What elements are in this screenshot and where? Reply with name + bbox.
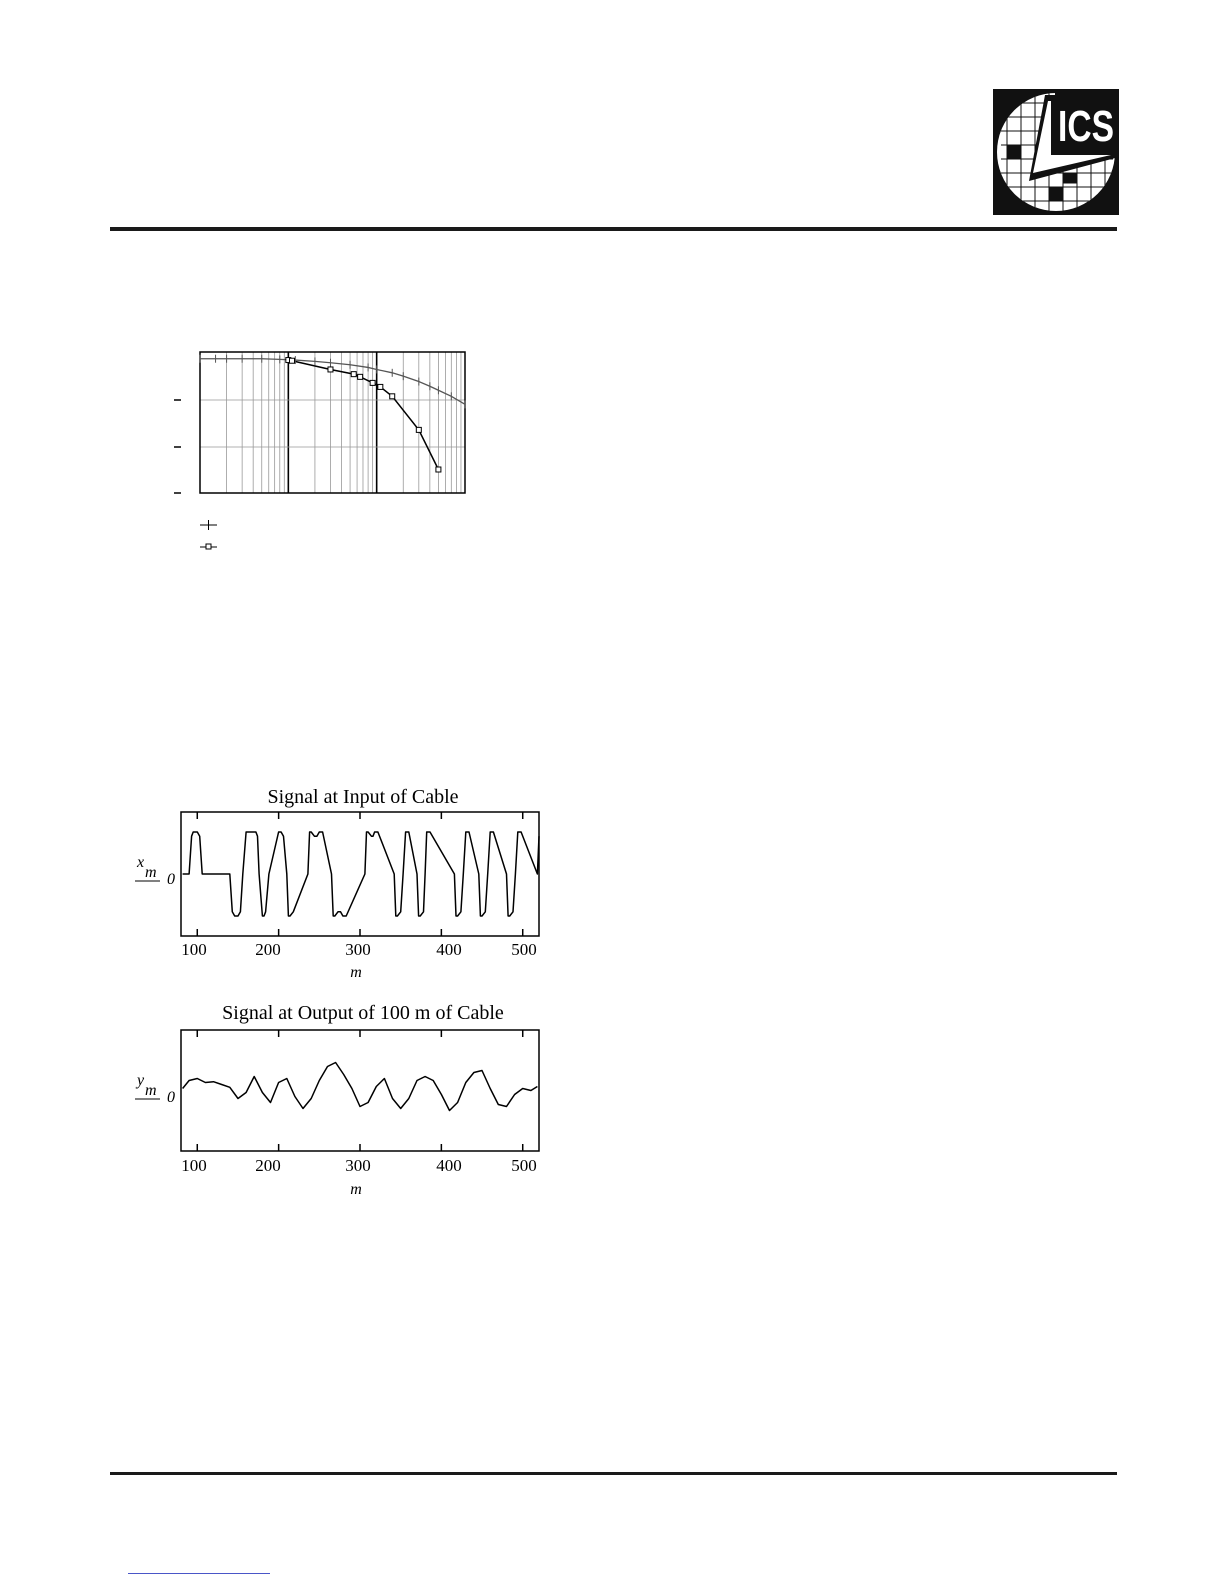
legend-square-symbol: [200, 544, 217, 549]
legend: [200, 520, 217, 549]
legend-cross-symbol: [200, 520, 217, 530]
x-tick-label: 100: [181, 940, 207, 959]
plot-frame: [181, 1030, 539, 1151]
plot-frame: [200, 352, 465, 493]
x-tick-label: 200: [255, 940, 281, 959]
plot-frame: [181, 812, 539, 936]
x-tick-label: 100: [181, 1156, 207, 1175]
square-marker: [390, 394, 395, 399]
x-tick-label: 500: [511, 1156, 537, 1175]
x-tick-labels: [181, 940, 537, 959]
svg-text:ICS: ICS: [1058, 102, 1114, 151]
square-marker: [351, 372, 356, 377]
svg-text:y: y: [137, 1072, 145, 1089]
x-ticks: [197, 1030, 522, 1151]
x-tick-label: 300: [345, 940, 371, 959]
x-tick-label: 200: [255, 1156, 281, 1175]
y-axis-label: [135, 854, 160, 881]
signal-trace: [183, 1063, 538, 1111]
signal-trace: [183, 832, 539, 916]
square-marker: [289, 358, 294, 363]
series-markers: [200, 355, 465, 472]
square-marker: [378, 384, 383, 389]
x-axis-label: m: [350, 1181, 362, 1198]
square-marker: [416, 427, 421, 432]
svg-text:m: m: [145, 1082, 157, 1099]
ics-logo: [993, 89, 1119, 215]
square-marker: [328, 367, 333, 372]
x-tick-label: 400: [436, 940, 462, 959]
footer-rule: [110, 1472, 1117, 1475]
chart-title: Signal at Input of Cable: [267, 786, 459, 808]
x-tick-label: 500: [511, 940, 537, 959]
series-cross-line: [200, 359, 465, 405]
chart-grid: [200, 352, 465, 493]
chart-title: Signal at Output of 100 m of Cable: [222, 1002, 504, 1024]
zero-label: 0: [167, 871, 175, 888]
svg-text:x: x: [137, 854, 145, 871]
x-tick-label: 400: [436, 1156, 462, 1175]
x-axis-label: m: [350, 964, 362, 981]
link-underline[interactable]: [128, 1573, 270, 1574]
y-axis-label: [135, 1072, 160, 1099]
output-signal-chart: [130, 1002, 560, 1215]
x-tick-labels: [181, 1156, 537, 1175]
svg-text:m: m: [145, 864, 157, 881]
frequency-response-chart: [165, 345, 485, 575]
x-ticks: [197, 812, 522, 936]
header-rule: [110, 227, 1117, 231]
square-marker: [358, 374, 363, 379]
zero-label: 0: [167, 1089, 175, 1106]
square-marker: [436, 467, 441, 472]
square-marker: [370, 380, 375, 385]
input-signal-chart: [130, 785, 560, 995]
x-tick-label: 300: [345, 1156, 371, 1175]
